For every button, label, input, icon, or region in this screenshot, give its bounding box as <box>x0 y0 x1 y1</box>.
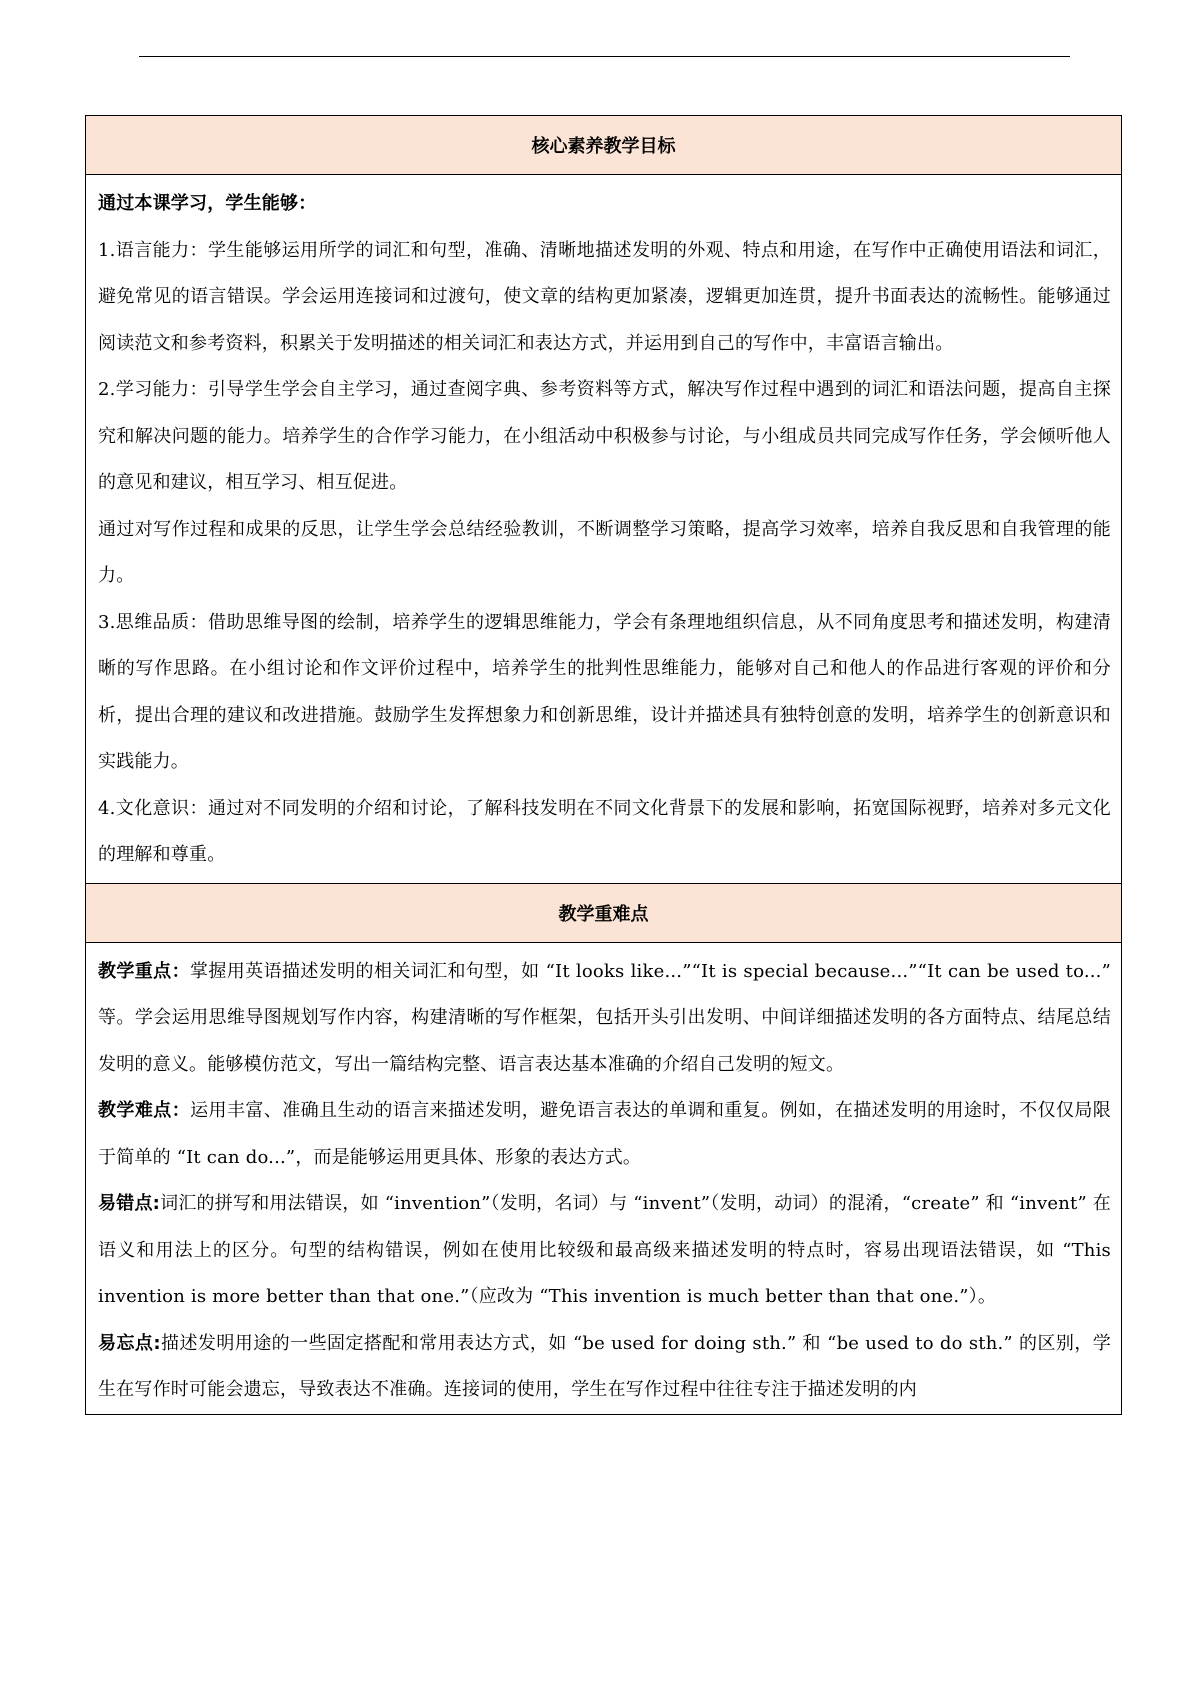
item-text: 掌握用英语描述发明的相关词汇和句型，如 “It looks like...”“It is special because...”“It can be used to...” 等。学会运用思维导图规划写作内容，构建清晰的写作框架，包括开头引出发明、中间详细描述发明的各方面特点、结尾总结发明的意义。能够模仿范文，写出一篇结构完整、语言表达基本准确的介绍自己发明的短文。 <box>98 960 1112 1075</box>
key-points-body <box>86 943 1121 1414</box>
core-goals-body <box>86 175 1121 884</box>
goal-language: 1.语言能力：学生能够运用所学的词汇和句型，准确、清晰地描述发明的外观、特点和用途，在写作中正确使用语法和词汇，避免常见的语言错误。学会运用连接词和过渡句，使文章的结构更加紧凑，逻辑更加连贯，提升书面表达的流畅性。能够通过阅读范文和参考资料，积累关于发明描述的相关词汇和表达方式，并运用到自己的写作中，丰富语言输出。 <box>98 239 1111 354</box>
item-text: 描述发明用途的一些固定搭配和常用表达方式，如 “be used for doing sth.” 和 “be used to do sth.” 的区别，学生在写作时可能会遗忘，导致表达不准确。连接词的使用，学生在写作过程中往往专注于描述发明的内 <box>98 1332 1111 1400</box>
goal-culture: 4.文化意识：通过对不同发明的介绍和讨论，了解科技发明在不同文化背景下的发展和影响，拓宽国际视野，培养对多元文化的理解和尊重。 <box>98 797 1111 865</box>
item-label: 教学难点： <box>98 1100 191 1121</box>
goal-thinking: 3.思维品质：借助思维导图的绘制，培养学生的逻辑思维能力，学会有条理地组织信息，从不同角度思考和描述发明，构建清晰的写作思路。在小组讨论和作文评价过程中，培养学生的批判性思维能力，能够对自己和他人的作品进行客观的评价和分析，提出合理的建议和改进措施。鼓励学生发挥想象力和创新思维，设计并描述具有独特创意的发明，培养学生的创新意识和实践能力。 <box>98 611 1111 772</box>
item-label: 易忘点: <box>98 1332 161 1354</box>
key-point-focus <box>98 949 1111 1089</box>
item-label: 易错点: <box>98 1193 161 1214</box>
item-text: 运用丰富、准确且生动的语言来描述发明，避免语言表达的单调和重复。例如，在描述发明的用途时，不仅仅局限于简单的 “It can do...”，而是能够运用更具体、形象的表达方式。 <box>98 1100 1112 1168</box>
key-point-easily-forgotten <box>98 1321 1111 1414</box>
section-title-key-points <box>86 884 1121 943</box>
key-point-error-prone <box>98 1181 1111 1321</box>
item-label: 教学重点： <box>98 960 190 982</box>
header-rule <box>139 56 1070 57</box>
intro-line: 通过本课学习，学生能够： <box>98 193 317 214</box>
section-title-core-goals <box>86 116 1121 175</box>
goal-reflection: 通过对写作过程和成果的反思，让学生学会总结经验教训，不断调整学习策略，提高学习效率，培养自我反思和自我管理的能力。 <box>98 518 1111 586</box>
lesson-plan-table <box>85 115 1122 1415</box>
key-point-difficulty <box>98 1088 1111 1181</box>
section-title-text: 教学重难点 <box>558 903 649 925</box>
goal-learning: 2.学习能力：引导学生学会自主学习，通过查阅字典、参考资料等方式，解决写作过程中遇到的词汇和语法问题，提高自主探究和解决问题的能力。培养学生的合作学习能力，在小组活动中积极参与讨论，与小组成员共同完成写作任务，学会倾听他人的意见和建议，相互学习、相互促进。 <box>98 379 1111 493</box>
item-text: 词汇的拼写和用法错误，如 “invention”（发明，名词）与 “invent”（发明，动词）的混淆，“create” 和 “invent” 在语义和用法上的区分。句型的结构错误，例如在使用比较级和最高级来描述发明的特点时，容易出现语法错误，如 “This invention is more better than that one.”（应改为 “This invention is much better than that one.”）。 <box>98 1193 1111 1307</box>
section-title-text: 核心素养教学目标 <box>531 136 676 157</box>
